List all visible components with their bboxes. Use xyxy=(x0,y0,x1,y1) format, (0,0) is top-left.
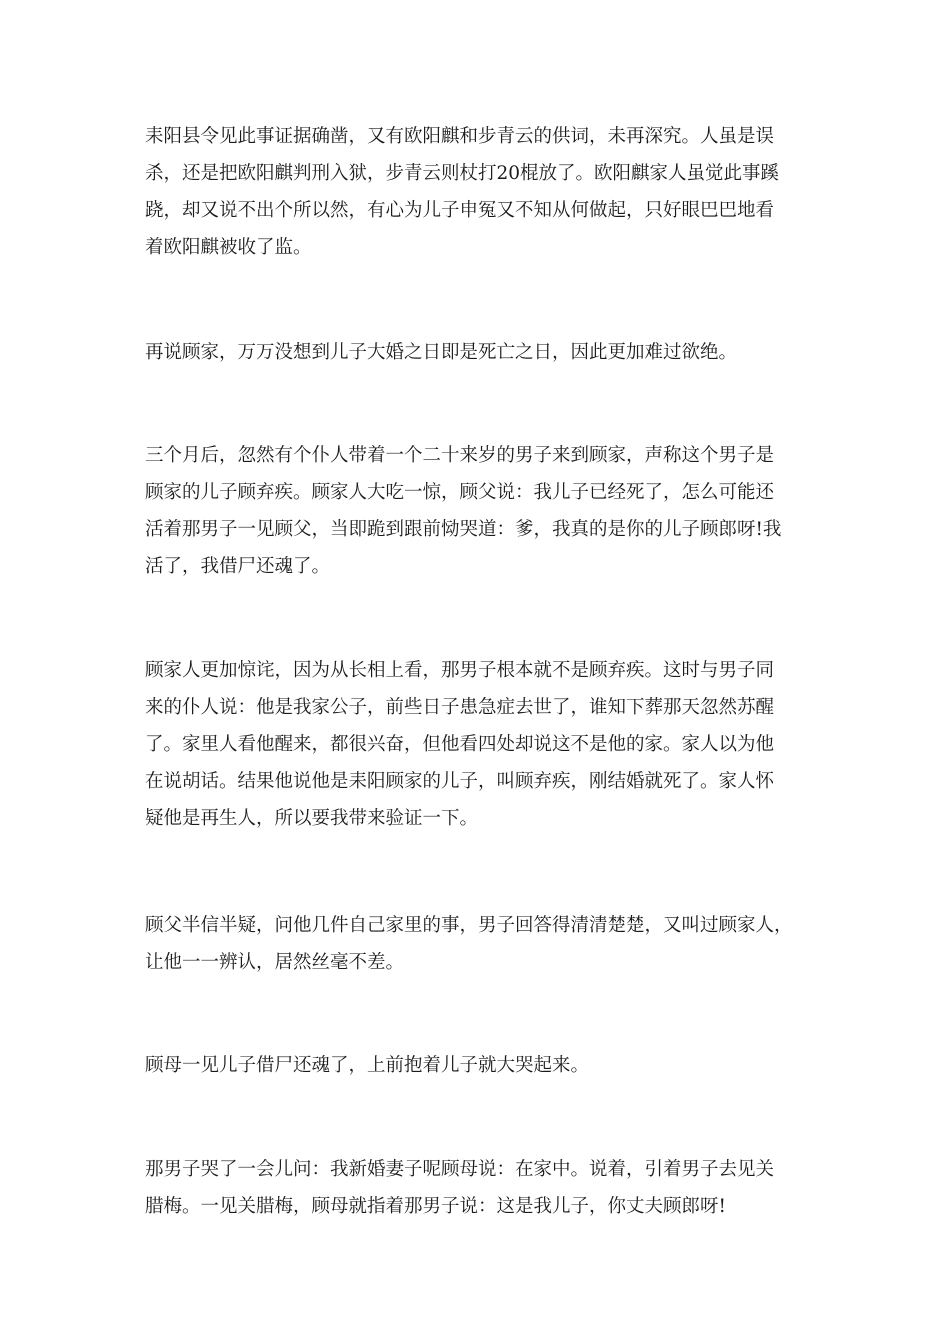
text-line: 在说胡话。结果他说他是耒阳顾家的儿子，叫顾弃疾，刚结婚就死了。家人怀 xyxy=(145,771,775,792)
text-line: 让他一一辨认，居然丝毫不差。 xyxy=(145,952,405,973)
text-line: 耒阳县令见此事证据确凿，又有欧阳麒和步青云的供词，未再深究。人虽是误 xyxy=(145,126,775,147)
text-line: 顾家人更加惊诧，因为从长相上看，那男子根本就不是顾弃疾。这时与男子同 xyxy=(145,660,775,681)
text-line: 着欧阳麒被收了监。 xyxy=(145,237,312,258)
paragraph-1 xyxy=(145,118,825,266)
text-line: 那男子哭了一会儿问：我新婚妻子呢顾母说：在家中。说着，引着男子去见关 xyxy=(145,1159,775,1180)
text-line: 三个月后，忽然有个仆人带着一个二十来岁的男子来到顾家，声称这个男子是 xyxy=(145,445,775,466)
paragraph-7 xyxy=(145,1151,825,1225)
text-line: 再说顾家，万万没想到儿子大婚之日即是死亡之日，因此更加难过欲绝。 xyxy=(145,342,738,363)
text-line: 活了，我借尸还魂了。 xyxy=(145,556,331,577)
text-line: 顾家的儿子顾弃疾。顾家人大吃一惊，顾父说：我儿子已经死了，怎么可能还 xyxy=(145,482,775,503)
text-line: 活着那男子一见顾父，当即跪到跟前恸哭道：爹，我真的是你的儿子顾郎呀!我 xyxy=(145,519,782,540)
paragraph-5 xyxy=(145,907,825,981)
paragraph-2 xyxy=(145,334,825,371)
text-line: 了。家里人看他醒来，都很兴奋，但他看四处却说这不是他的家。家人以为他 xyxy=(145,734,775,755)
text-line: 来的仆人说：他是我家公子，前些日子患急症去世了，谁知下葬那天忽然苏醒 xyxy=(145,697,775,718)
text-line: 杀，还是把欧阳麒判刑入狱，步青云则杖打20棍放了。欧阳麒家人虽觉此事蹊 xyxy=(145,163,780,184)
paragraph-6 xyxy=(145,1047,825,1084)
text-line: 腊梅。一见关腊梅，顾母就指着那男子说：这是我儿子，你丈夫顾郎呀! xyxy=(145,1196,726,1217)
text-line: 跷，却又说不出个所以然，有心为儿子申冤又不知从何做起，只好眼巴巴地看 xyxy=(145,200,775,221)
text-line: 疑他是再生人，所以要我带来验证一下。 xyxy=(145,808,479,829)
paragraph-4 xyxy=(145,652,825,837)
text-line: 顾父半信半疑，问他几件自己家里的事，男子回答得清清楚楚，又叫过顾家人， xyxy=(145,915,793,936)
paragraph-3 xyxy=(145,437,825,585)
text-line: 顾母一见儿子借尸还魂了，上前抱着儿子就大哭起来。 xyxy=(145,1055,590,1076)
